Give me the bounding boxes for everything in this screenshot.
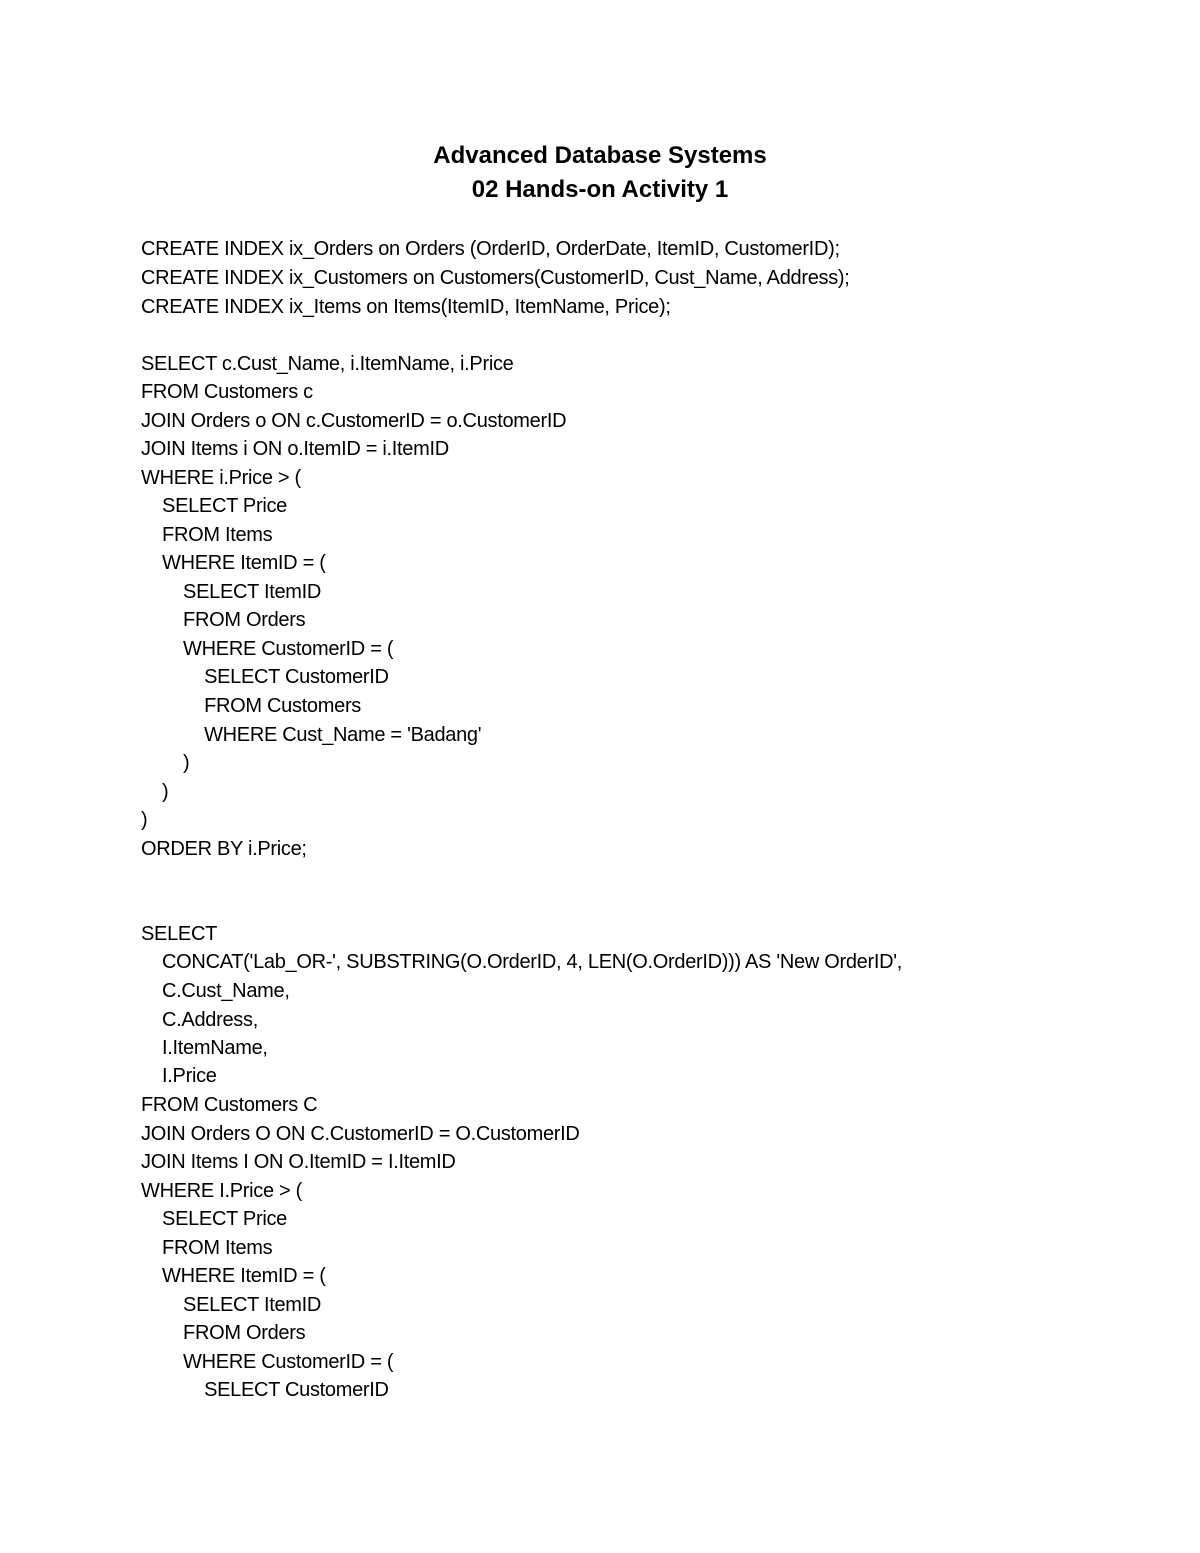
code-line: JOIN Items i ON o.ItemID = i.ItemID: [141, 438, 449, 460]
code-line: WHERE Cust_Name = 'Badang': [141, 724, 482, 746]
code-line: JOIN Items I ON O.ItemID = I.ItemID: [141, 1151, 456, 1173]
code-line: ORDER BY i.Price;: [141, 838, 307, 860]
code-line: SELECT CustomerID: [141, 1379, 389, 1401]
code-line: I.Price: [141, 1065, 217, 1087]
code-line: SELECT: [141, 923, 218, 945]
code-line: FROM Orders: [141, 1322, 306, 1344]
code-line: ): [141, 781, 169, 803]
code-line: SELECT c.Cust_Name, i.ItemName, i.Price: [141, 353, 514, 375]
code-line: SELECT CustomerID: [141, 666, 389, 688]
code-line: WHERE CustomerID = (: [141, 1351, 394, 1373]
code-line: CONCAT('Lab_OR-', SUBSTRING(O.OrderID, 4, LEN(O.OrderID))) AS 'New OrderID',: [141, 951, 903, 973]
code-line: SELECT Price: [141, 495, 287, 517]
code-line: FROM Items: [141, 524, 273, 546]
code-line: WHERE I.Price > (: [141, 1180, 303, 1202]
code-line: I.ItemName,: [141, 1037, 268, 1059]
code-line: C.Address,: [141, 1009, 258, 1031]
code-line: SELECT ItemID: [141, 581, 322, 603]
code-line: C.Cust_Name,: [141, 980, 290, 1002]
code-line: CREATE INDEX ix_Customers on Customers(CustomerID, Cust_Name, Address);: [141, 267, 850, 289]
document-subtitle: 02 Hands-on Activity 1: [471, 176, 729, 203]
code-line: FROM Customers c: [141, 381, 313, 403]
code-line: FROM Customers C: [141, 1094, 318, 1116]
code-line: JOIN Orders o ON c.CustomerID = o.CustomerID: [141, 410, 567, 432]
code-line: WHERE ItemID = (: [141, 552, 326, 574]
code-line: SELECT ItemID: [141, 1294, 322, 1316]
code-line: CREATE INDEX ix_Items on Items(ItemID, ItemName, Price);: [141, 296, 671, 318]
code-line: WHERE CustomerID = (: [141, 638, 394, 660]
code-line: WHERE ItemID = (: [141, 1265, 326, 1287]
code-line: ): [141, 809, 148, 831]
code-line: JOIN Orders O ON C.CustomerID = O.CustomerID: [141, 1123, 580, 1145]
code-line: FROM Items: [141, 1237, 273, 1259]
code-line: CREATE INDEX ix_Orders on Orders (OrderID, OrderDate, ItemID, CustomerID);: [141, 238, 840, 260]
code-line: ): [141, 752, 190, 774]
code-line: SELECT Price: [141, 1208, 287, 1230]
code-line: FROM Customers: [141, 695, 362, 717]
code-line: FROM Orders: [141, 609, 306, 631]
code-line: WHERE i.Price > (: [141, 467, 301, 489]
document-title: Advanced Database Systems: [433, 142, 767, 169]
